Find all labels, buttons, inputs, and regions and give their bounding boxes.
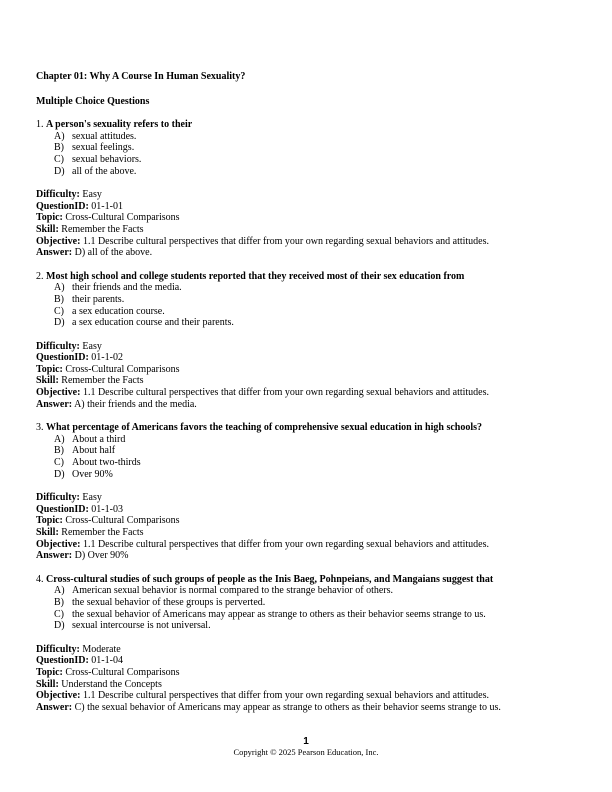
skill-line [36,375,581,387]
questionid-line [36,504,581,516]
document-page [36,71,581,713]
topic-label: Topic: [36,363,63,375]
option-list [36,282,581,328]
option-letter: D) [54,165,65,177]
option-letter: A) [54,130,65,142]
difficulty-line [36,189,581,201]
skill-line [36,224,581,236]
questionid-label: QuestionID: [36,655,89,667]
answer-line [36,399,581,411]
question-4 [36,574,581,714]
answer-label: Answer: [36,398,73,410]
question-text: Cross-cultural studies of such groups of people as the Inis Baeg, Pohnpeians, and Mangaians suggest that [46,573,494,585]
difficulty-label: Difficulty: [36,189,80,201]
option-letter: C) [54,457,64,469]
skill-label: Skill: [36,375,59,387]
option-list [36,585,581,631]
option-text: Over 90% [72,468,113,480]
questionid-label: QuestionID: [36,503,89,515]
question-number: 4. [36,573,44,585]
answer-label: Answer: [36,550,73,562]
option-text: sexual intercourse is not universal. [72,620,211,632]
difficulty-value: Easy [82,492,102,504]
option-item [36,166,581,178]
topic-value: Cross-Cultural Comparisons [65,515,180,527]
skill-value: Remember the Facts [61,375,144,387]
question-stem [36,271,581,283]
answer-value: C) the sexual behavior of Americans may appear as strange to others as their behavior seems strange to us. [74,701,501,713]
option-item [36,154,581,166]
topic-label: Topic: [36,515,63,527]
difficulty-value: Easy [82,189,102,201]
question-metadata [36,644,581,714]
question-number: 3. [36,422,44,434]
option-text: the sexual behavior of Americans may appear as strange to others as their behavior seems strange to us. [72,608,486,620]
option-letter: B) [54,293,64,305]
answer-value: D) Over 90% [74,550,129,562]
option-text: About half [72,445,116,457]
option-text: all of the above. [72,165,137,177]
option-letter: C) [54,305,64,317]
answer-label: Answer: [36,247,73,259]
question-number: 1. [36,119,44,131]
objective-line [36,236,581,248]
copyright-notice: Copyright © 2025 Pearson Education, Inc. [233,747,379,757]
option-text: their friends and the media. [72,282,182,294]
option-item [36,457,581,469]
section-heading: Multiple Choice Questions [36,95,150,107]
topic-value: Cross-Cultural Comparisons [65,212,180,224]
option-item [36,609,581,621]
answer-label: Answer: [36,701,73,713]
difficulty-line [36,492,581,504]
option-text: About a third [72,433,126,445]
question-stem [36,574,581,586]
topic-line [36,364,581,376]
difficulty-line [36,341,581,353]
option-text: a sex education course and their parents. [72,317,234,329]
skill-value: Remember the Facts [61,527,144,538]
question-2 [36,271,581,411]
skill-label: Skill: [36,223,59,235]
topic-line [36,212,581,224]
topic-line [36,667,581,679]
objective-value: 1.1 Describe cultural perspectives that differ from your own regarding sexual behaviors and attitudes. [82,235,490,247]
difficulty-label: Difficulty: [36,492,80,504]
difficulty-value: Easy [82,340,102,352]
option-item [36,294,581,306]
question-stem [36,119,581,131]
objective-line [36,690,581,702]
option-letter: A) [54,433,65,445]
question-text: A person's sexuality refers to their [46,119,193,131]
objective-label: Objective: [36,538,81,550]
option-item [36,131,581,143]
answer-line [36,702,581,714]
questionid-value: 01-1-03 [91,503,123,515]
answer-value: D) all of the above. [74,247,153,259]
difficulty-value: Moderate [82,643,121,655]
difficulty-label: Difficulty: [36,643,80,655]
topic-line [36,515,581,527]
objective-value: 1.1 Describe cultural perspectives that differ from your own regarding sexual behaviors and attitudes. [82,538,490,550]
difficulty-line [36,644,581,656]
questionid-line [36,352,581,364]
option-text: a sex education course. [72,305,165,317]
option-item [36,620,581,632]
option-text: sexual behaviors. [72,153,142,165]
answer-line [36,550,581,562]
objective-line [36,387,581,399]
skill-label: Skill: [36,678,59,690]
option-letter: C) [54,608,64,620]
question-text: What percentage of Americans favors the teaching of comprehensive sexual education in high schools? [46,422,483,434]
option-text: American sexual behavior is normal compared to the strange behavior of others. [72,585,394,597]
questionid-value: 01-1-04 [91,655,123,667]
option-item [36,585,581,597]
question-3 [36,422,581,562]
questionid-line [36,655,581,667]
page-number: 1 [303,736,309,747]
skill-line [36,679,581,691]
objective-label: Objective: [36,690,81,702]
question-text: Most high school and college students reported that they received most of their sex education from [46,270,465,282]
questionid-label: QuestionID: [36,200,89,212]
chapter-title: Chapter 01: Why A Course In Human Sexuality? [36,71,246,82]
answer-value: A) their friends and the media. [74,398,197,410]
option-item [36,597,581,609]
answer-line [36,247,581,259]
objective-value: 1.1 Describe cultural perspectives that differ from your own regarding sexual behaviors and attitudes. [82,690,490,702]
question-metadata [36,492,581,562]
option-item [36,282,581,294]
topic-label: Topic: [36,666,63,678]
skill-value: Understand the Concepts [61,678,162,690]
skill-line [36,527,581,539]
option-letter: C) [54,153,64,165]
option-letter: B) [54,445,64,457]
option-item [36,469,581,481]
questionid-label: QuestionID: [36,352,89,364]
option-text: their parents. [72,293,125,305]
option-letter: B) [54,142,64,154]
option-letter: A) [54,282,65,294]
questionid-line [36,201,581,213]
skill-value: Remember the Facts [61,223,144,235]
option-list [36,434,581,480]
option-letter: D) [54,468,65,480]
objective-label: Objective: [36,235,81,247]
option-letter: A) [54,585,65,597]
question-1 [36,119,581,259]
difficulty-label: Difficulty: [36,340,80,352]
skill-label: Skill: [36,527,59,538]
option-list [36,131,581,177]
option-letter: B) [54,596,64,608]
option-item [36,317,581,329]
objective-label: Objective: [36,387,81,399]
option-text: sexual feelings. [72,142,135,154]
option-letter: D) [54,620,65,632]
objective-line [36,539,581,551]
questionid-value: 01-1-02 [91,352,123,364]
option-item [36,434,581,446]
topic-label: Topic: [36,212,63,224]
questionid-value: 01-1-01 [91,200,123,212]
question-metadata [36,189,581,259]
topic-value: Cross-Cultural Comparisons [65,363,180,375]
objective-value: 1.1 Describe cultural perspectives that differ from your own regarding sexual behaviors and attitudes. [82,387,490,399]
option-text: the sexual behavior of these groups is perverted. [72,596,266,608]
question-number: 2. [36,270,44,282]
option-letter: D) [54,317,65,329]
question-stem [36,422,581,434]
option-item [36,306,581,318]
question-metadata [36,341,581,411]
option-text: sexual attitudes. [72,130,137,142]
topic-value: Cross-Cultural Comparisons [65,666,180,678]
option-item [36,142,581,154]
option-item [36,445,581,457]
option-text: About two-thirds [72,457,141,469]
